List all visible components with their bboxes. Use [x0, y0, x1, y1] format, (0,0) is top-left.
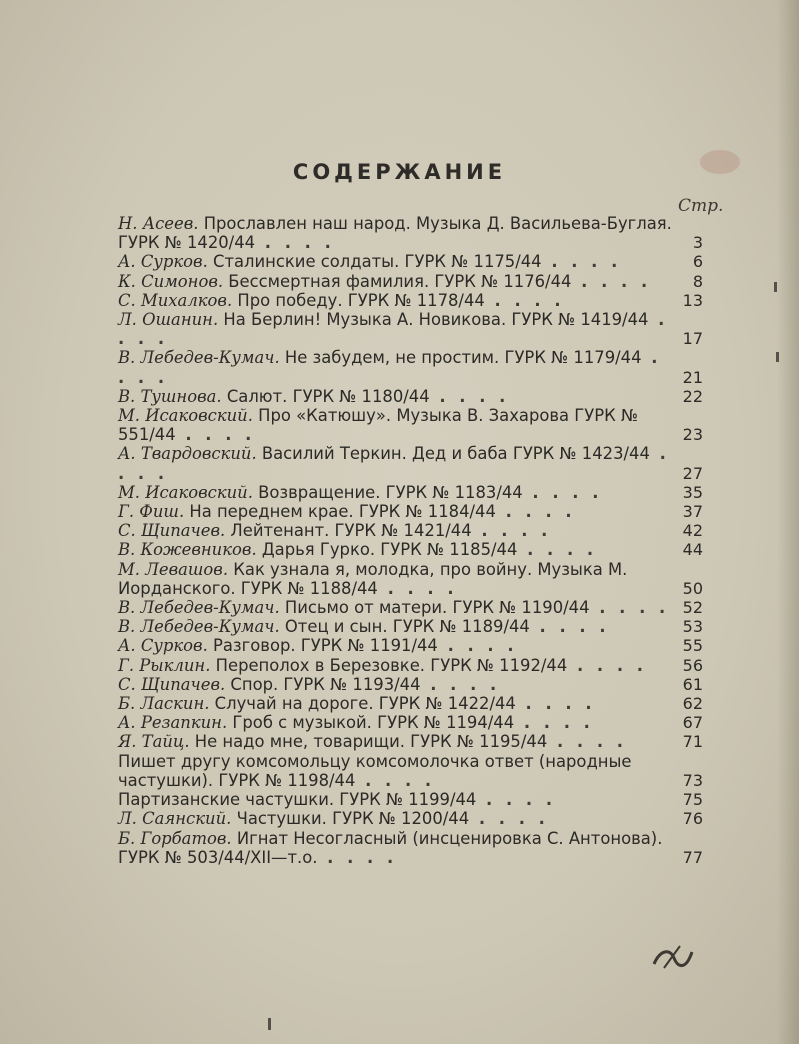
toc-entry-text	[118, 252, 621, 271]
toc-title: Сталинские солдаты. ГУРК № 1175/44	[213, 252, 542, 272]
dot-leader: . . . .	[484, 290, 565, 310]
toc-title: Случай на дороге. ГУРК № 1422/44	[214, 694, 516, 714]
toc-entry-text	[118, 444, 670, 482]
toc-title: Частушки. ГУРК № 1200/44	[236, 809, 470, 829]
toc-entry	[118, 617, 703, 636]
toc-page-number: 35	[682, 482, 703, 502]
toc-entry	[118, 272, 703, 291]
toc-entry-text	[118, 598, 669, 617]
toc-page-number: 62	[682, 694, 703, 714]
toc-page-number: 61	[682, 674, 703, 694]
toc-entry-text	[118, 310, 668, 348]
toc-entry-text	[118, 521, 551, 540]
contents-heading: СОДЕРЖАНИЕ	[292, 160, 507, 184]
dot-leader: . . . .	[589, 598, 670, 618]
toc-entry	[118, 521, 703, 540]
toc-title: Не надо мне, товарищи. ГУРК № 1195/44	[194, 732, 548, 752]
toc-entry-text	[118, 694, 596, 713]
toc-entry-text	[118, 502, 576, 521]
toc-entry	[118, 752, 703, 790]
table-of-contents	[118, 214, 703, 867]
toc-page-number: 44	[682, 540, 703, 560]
dot-leader: . . . .	[377, 578, 458, 598]
toc-page-number: 17	[682, 329, 703, 349]
toc-title: Салют. ГУРК № 1180/44	[226, 386, 430, 406]
toc-title: Лейтенант. ГУРК № 1421/44	[230, 521, 472, 541]
toc-entry	[118, 387, 703, 406]
toc-title: Партизанские частушки. ГУРК № 1199/44	[118, 790, 477, 810]
toc-author: Б. Ласкин.	[118, 694, 210, 714]
toc-entry-text	[118, 713, 594, 732]
toc-entry	[118, 560, 703, 598]
toc-title: Письмо от матери. ГУРК № 1190/44	[284, 598, 590, 618]
toc-title: На Берлин! Музыка А. Новикова. ГУРК № 1419/44	[223, 310, 649, 330]
toc-entry	[118, 291, 703, 310]
toc-entry-text	[118, 291, 565, 310]
toc-entry-text	[118, 809, 549, 828]
toc-title: Прославлен наш народ. Музыка Д. Васильева-Буглая. ГУРК № 1420/44	[118, 214, 672, 253]
toc-page-number: 75	[682, 790, 703, 810]
toc-author: Я. Тайц.	[118, 732, 190, 752]
toc-author: Л. Саянский.	[118, 809, 232, 829]
toc-title: Про победу. ГУРК № 1178/44	[237, 290, 485, 310]
toc-entry-text	[118, 483, 602, 502]
dot-leader: . . . .	[514, 713, 594, 733]
toc-entry-text	[118, 387, 509, 406]
toc-title: Про «Катюшу». Музыка В. Захарова ГУРК № 551/44	[118, 406, 639, 445]
toc-author: Л. Ошанин.	[118, 310, 219, 330]
toc-entry	[118, 598, 703, 617]
toc-entry-text	[118, 675, 500, 694]
dot-leader: . . . .	[429, 386, 510, 406]
toc-entry	[118, 809, 703, 828]
toc-author: М. Исаковский.	[118, 406, 253, 426]
toc-page-number: 56	[682, 655, 703, 675]
toc-title: Отец и сын. ГУРК № 1189/44	[284, 617, 530, 637]
toc-page-number: 23	[682, 425, 703, 445]
page-column-label: Стр.	[678, 196, 724, 216]
dot-leader: . . . .	[118, 348, 662, 387]
toc-author: А. Резапкин.	[118, 713, 228, 733]
dot-leader: . . . .	[495, 502, 576, 522]
toc-page-number: 37	[682, 502, 703, 522]
toc-entry	[118, 732, 703, 751]
dot-leader: . . . .	[571, 271, 652, 291]
toc-page-number: 77	[682, 847, 703, 867]
toc-entry	[118, 252, 703, 271]
toc-entry-text	[118, 636, 518, 655]
dot-leader: . . . .	[420, 674, 501, 694]
toc-author: А. Сурков.	[118, 636, 208, 656]
toc-entry-text	[118, 348, 661, 386]
toc-page-number: 6	[692, 252, 703, 272]
toc-title: Игнат Несогласный (инсценировка С. Антонова). ГУРК № 503/44/XII—т.о.	[118, 828, 663, 867]
toc-author: С. Щипачев.	[118, 674, 226, 694]
toc-entry-text	[118, 272, 651, 291]
ink-speck	[776, 352, 779, 362]
toc-entry	[118, 406, 703, 444]
toc-page-number: 55	[682, 636, 703, 656]
toc-author: М. Исаковский.	[118, 482, 253, 502]
toc-entry-text	[118, 406, 638, 444]
dot-leader: . . . .	[175, 425, 256, 445]
dot-leader: . . . .	[547, 732, 627, 752]
dot-leader: . . . .	[437, 636, 518, 656]
toc-author: В. Тушнова.	[118, 386, 222, 406]
toc-author: В. Лебедев-Кумач.	[118, 598, 280, 618]
toc-page-number: 52	[682, 598, 703, 618]
toc-entry	[118, 636, 703, 655]
toc-page-number: 76	[682, 809, 703, 829]
dot-leader: . . . .	[517, 540, 598, 560]
toc-page-number: 3	[692, 233, 703, 253]
dot-leader: . . . .	[567, 655, 648, 675]
toc-entry	[118, 540, 703, 559]
toc-page-number: 42	[682, 521, 703, 541]
toc-entry-text	[118, 560, 627, 598]
dot-leader: . . . .	[522, 482, 603, 502]
dot-leader: . . . .	[118, 444, 670, 483]
toc-title: Возвращение. ГУРК № 1183/44	[258, 482, 523, 502]
toc-author: Б. Горбатов.	[118, 828, 232, 848]
toc-entry-text	[118, 790, 556, 809]
dot-leader: . . . .	[471, 521, 552, 541]
toc-entry-text	[118, 214, 672, 252]
toc-entry	[118, 713, 703, 732]
toc-entry	[118, 348, 703, 386]
dot-leader: . . . .	[255, 233, 335, 253]
toc-page-number: 22	[682, 386, 703, 406]
toc-title: Разговор. ГУРК № 1191/44	[213, 636, 438, 656]
toc-author: В. Кожевников.	[118, 540, 257, 560]
toc-page-number: 13	[682, 290, 703, 310]
toc-entry-text	[118, 732, 627, 751]
toc-entry	[118, 675, 703, 694]
toc-entry	[118, 790, 703, 809]
toc-entry	[118, 502, 703, 521]
toc-author: Г. Фиш.	[118, 502, 185, 522]
dot-leader: . . . .	[515, 694, 596, 714]
toc-title: Дарья Гурко. ГУРК № 1185/44	[261, 540, 518, 560]
dot-leader: . . . .	[118, 310, 669, 349]
dot-leader: . . . .	[355, 770, 436, 790]
toc-entry	[118, 310, 703, 348]
scribble-mark	[650, 940, 696, 974]
toc-page-number: 71	[682, 732, 703, 752]
toc-entry	[118, 829, 703, 867]
toc-title: Гроб с музыкой. ГУРК № 1194/44	[232, 713, 515, 733]
toc-page-number: 21	[682, 367, 703, 387]
toc-author: М. Левашов.	[118, 559, 229, 579]
page-edge-shadow	[777, 0, 799, 1044]
toc-page-number: 8	[692, 271, 703, 291]
toc-author: Г. Рыклин.	[118, 655, 211, 675]
toc-entry-text	[118, 829, 662, 867]
toc-author: А. Твардовский.	[118, 444, 257, 464]
toc-author: С. Михалков.	[118, 290, 233, 310]
dot-leader: . . . .	[317, 847, 398, 867]
toc-page-number: 67	[682, 713, 703, 733]
toc-page-number: 50	[682, 578, 703, 598]
toc-title: На переднем крае. ГУРК № 1184/44	[189, 502, 496, 522]
toc-page-number: 27	[682, 463, 703, 483]
toc-title: Василий Теркин. Дед и баба ГУРК № 1423/44	[261, 444, 650, 464]
dot-leader: . . . .	[529, 617, 610, 637]
toc-title: Переполох в Березовке. ГУРК № 1192/44	[215, 655, 568, 675]
toc-author: А. Сурков.	[118, 252, 208, 272]
toc-author: С. Щипачев.	[118, 521, 226, 541]
ink-speck	[268, 1018, 271, 1030]
toc-entry-text	[118, 656, 647, 675]
toc-entry	[118, 483, 703, 502]
toc-author: Н. Асеев.	[118, 214, 199, 233]
toc-entry-text	[118, 617, 610, 636]
toc-entry-text	[118, 752, 632, 790]
toc-author: В. Лебедев-Кумач.	[118, 617, 280, 637]
toc-page-number: 53	[682, 617, 703, 637]
toc-entry-text	[118, 540, 597, 559]
dot-leader: . . . .	[541, 252, 622, 272]
toc-author: К. Симонов.	[118, 271, 224, 291]
toc-entry	[118, 214, 703, 252]
toc-entry	[118, 444, 703, 482]
toc-entry	[118, 694, 703, 713]
toc-page-number: 73	[682, 770, 703, 790]
toc-entry	[118, 656, 703, 675]
toc-title: Спор. ГУРК № 1193/44	[230, 674, 421, 694]
toc-title: Пишет другу комсомольцу комсомолочка ответ (народные частушки). ГУРК № 1198/44	[118, 751, 632, 790]
toc-title: Как узнала я, молодка, про войну. Музыка М. Иорданского. ГУРК № 1188/44	[118, 559, 628, 598]
toc-author: В. Лебедев-Кумач.	[118, 348, 280, 368]
toc-title: Бессмертная фамилия. ГУРК № 1176/44	[228, 271, 572, 291]
dot-leader: . . . .	[476, 790, 557, 810]
toc-title: Не забудем, не простим. ГУРК № 1179/44	[284, 348, 642, 368]
ink-speck	[774, 282, 777, 292]
dot-leader: . . . .	[469, 809, 549, 829]
